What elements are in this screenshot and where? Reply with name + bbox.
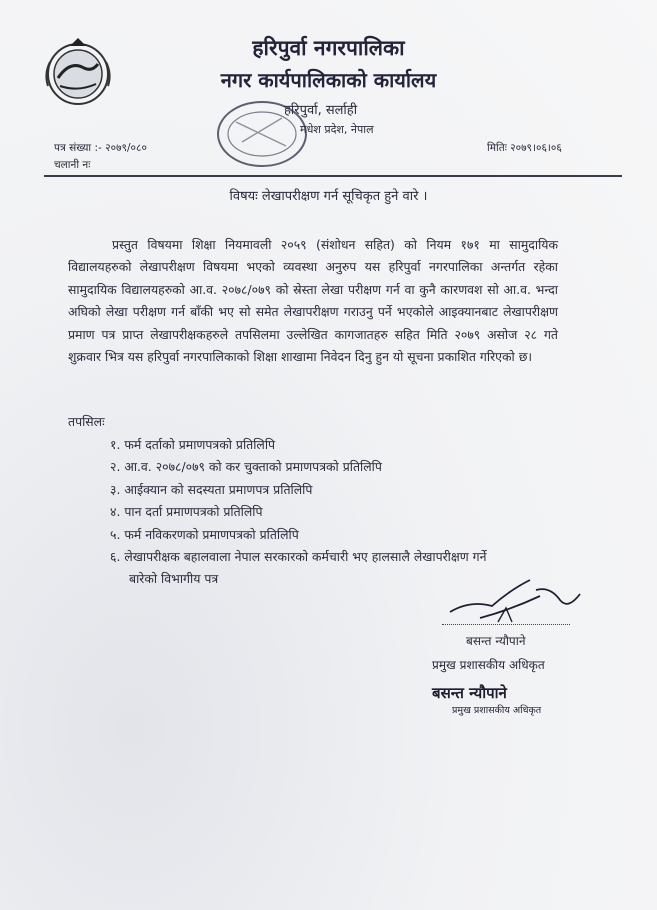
list-item: ३. आईक्यान को सदस्यता प्रमाणपत्र प्रतिलिपि [110, 481, 313, 497]
details-label: तपसिलः [68, 414, 105, 429]
letter-date: मितिः २०७९।०६।०६ [487, 142, 562, 154]
handwritten-signature [440, 560, 590, 630]
office-province: मधेश प्रदेश, नेपाल [300, 123, 374, 136]
letter-body: प्रस्तुत विषयमा शिक्षा नियमावली २०५९ (संशोधन सहित) को नियम १७१ मा सामुदायिक विद्यालयहरुको लेखापरीक्षण विषयमा भएको व्यवस्था अनुरुप यस हरिपुर्वा नगरपालिका अन्तर्गत रहेका सामुदायिक विद्यालयहरुको आ.व. २०७८/०७९ को स्रेस्ता लेखा परीक्षण गर्न वा कुनै कारणवश सो आ.व. भन्दा अघिको लेखा परीक्षण गर्न बाँकी भए सो समेत लेखापरीक्षण गराउनु पर्ने भएकोले आइक्यानबाट लेखापरीक्षण प्रमाण पत्र प्राप्त लेखापरीक्षकहरुले तपसिलमा उल्लेखित कागजातहरु सहित मिति २०७९ असोज २८ गते शुक्रवार भित्र यस हरिपुर्वा नगरपालिकाको शिक्षा शाखामा निवेदन दिनु हुन यो सूचना प्रकाशित गरिएको छ। [68, 237, 558, 365]
signatory-title: प्रमुख प्रशासकीय अधिकृत [432, 658, 545, 672]
name-stamp: बसन्त न्यौपाने [432, 684, 507, 702]
header-divider [44, 175, 622, 177]
office-seal-stamp [206, 92, 318, 178]
letter-subject: विषयः लेखापरीक्षण गर्न सूचिकृत हुने वारे । [229, 189, 428, 204]
office-title-line2: नगर कार्यपालिकाको कार्यालय [220, 68, 437, 92]
list-item: ४. पान दर्ता प्रमाणपत्रको प्रतिलिपि [110, 504, 263, 520]
office-location: हरिपुर्वा, सर्लाही [284, 103, 358, 118]
reference-number: पत्र संख्या :- २०७९/०८० [54, 142, 147, 154]
signature-line [442, 624, 570, 625]
list-item-continuation: बारेको विभागीय पत्र [129, 571, 219, 587]
office-title-line1: हरिपुर्वा नगरपालिका [252, 36, 405, 60]
dispatch-number: चलानी नः [54, 159, 91, 171]
list-item: ५. फर्म नविकरणको प्रमाणपत्रको प्रतिलिपि [110, 526, 299, 542]
signatory-name: बसन्त न्यौपाने [466, 634, 526, 648]
list-item: ६. लेखापरीक्षक बहालवाला नेपाल सरकारको कर्मचारी भए हालसालै लेखापरीक्षण गर्ने [110, 549, 487, 565]
list-item: १. फर्म दर्ताको प्रमाणपत्रको प्रतिलिपि [110, 437, 276, 452]
list-item: २. आ.व. २०७८/०७९ को कर चुक्ताको प्रमाणपत्रको प्रतिलिपि [110, 459, 382, 475]
name-stamp-title: प्रमुख प्रशासकीय अधिकृत [452, 705, 542, 716]
